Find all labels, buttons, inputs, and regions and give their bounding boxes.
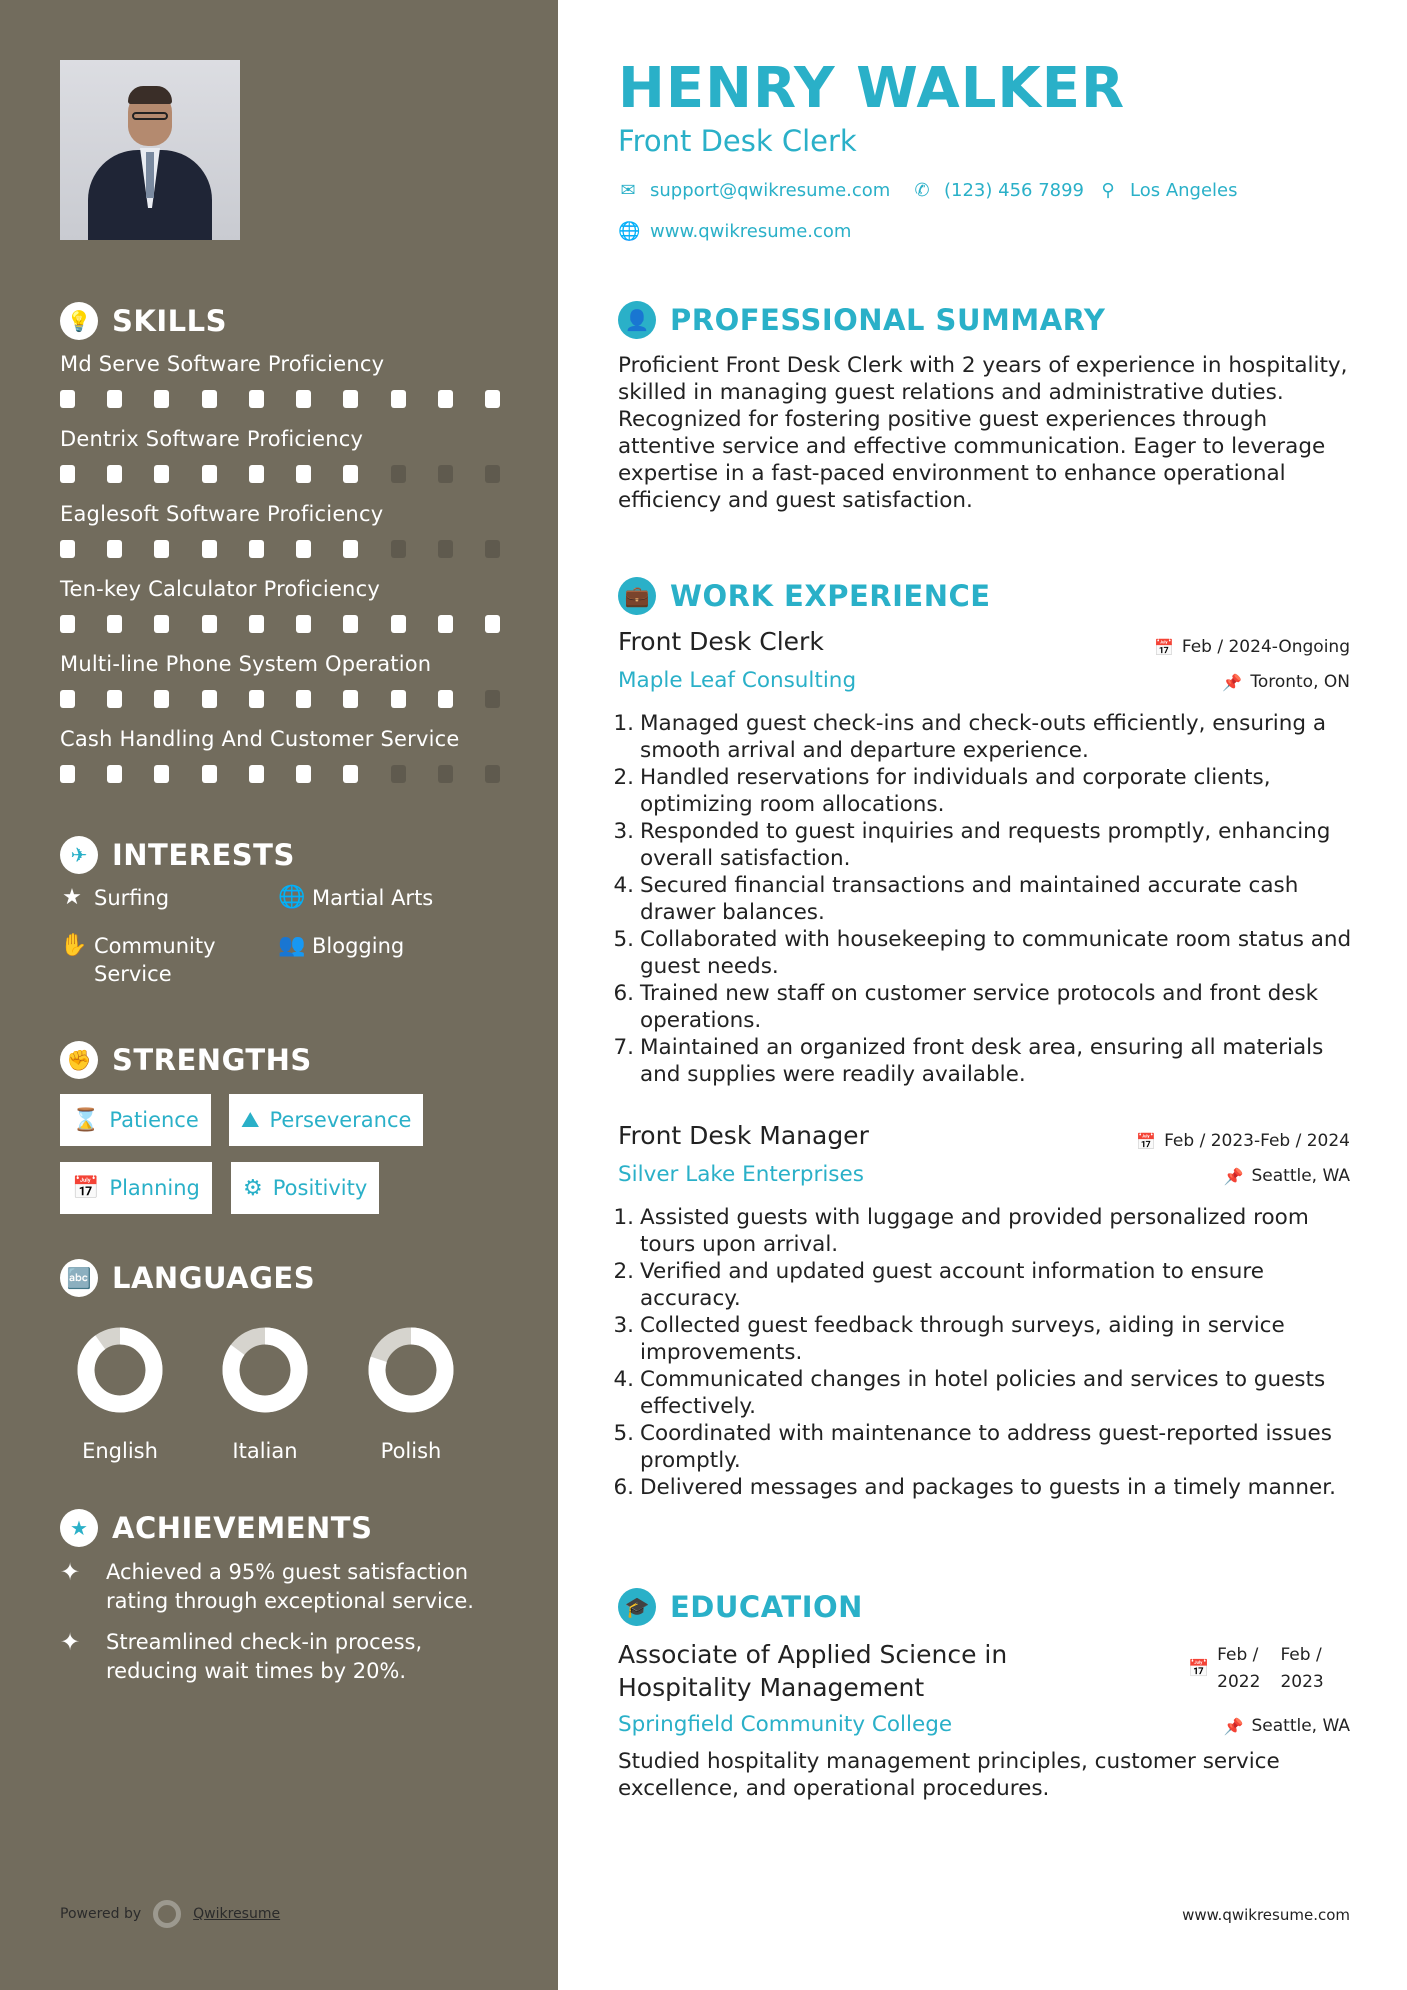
job-dates: 📅 Feb / 2023-Feb / 2024	[1136, 1131, 1350, 1151]
rating-dot	[249, 540, 264, 558]
rating-dot	[60, 465, 75, 483]
rating-dot	[60, 765, 75, 783]
footer-url[interactable]: www.qwikresume.com	[1182, 1906, 1350, 1924]
list-item	[613, 872, 1358, 926]
job-bullets	[613, 1204, 1358, 1501]
list-text: Handled reservations for individuals and corporate clients, optimizing room allocations.	[640, 765, 1271, 817]
job-dates: 📅 Feb / 2024-Ongoing	[1153, 637, 1350, 657]
star-icon: ★	[62, 885, 82, 910]
rating-dot	[154, 540, 169, 558]
list-number: 4.	[613, 873, 634, 898]
list-number: 2.	[613, 1259, 634, 1284]
rating-dot	[154, 615, 169, 633]
list-number: 6.	[613, 1475, 634, 1500]
users-icon: 👥	[278, 933, 306, 958]
list-text: Verified and updated guest account information to ensure accuracy.	[640, 1259, 1264, 1311]
pin-icon: 📌	[1223, 1166, 1244, 1186]
language-item	[351, 1327, 471, 1463]
list-item	[613, 1366, 1358, 1420]
skill-item	[60, 427, 510, 483]
list-text: Secured financial transactions and maintained accurate cash drawer balances.	[640, 873, 1299, 925]
language-item	[60, 1327, 180, 1463]
pin-icon: 📌	[1223, 1716, 1244, 1736]
list-item	[613, 926, 1358, 980]
rating-dot	[485, 615, 500, 633]
profile-photo	[60, 60, 240, 240]
rating-dot	[202, 540, 217, 558]
skill-rating	[60, 690, 500, 708]
rating-dot	[438, 765, 453, 783]
rating-dot	[249, 615, 264, 633]
list-number: 5.	[613, 927, 634, 952]
globe-icon: 🌐	[278, 885, 306, 910]
skill-item	[60, 727, 510, 783]
list-item	[613, 1258, 1358, 1312]
rating-dot	[107, 765, 122, 783]
rating-dot	[60, 615, 75, 633]
education-text: Studied hospitality management principles, customer service excellence, and operational procedures.	[618, 1749, 1280, 1801]
education-heading: 🎓 EDUCATION	[618, 1588, 863, 1626]
achievement-item: ✦ Achieved a 95% guest satisfaction rating through exceptional service.	[60, 1558, 510, 1616]
sidebar	[0, 0, 558, 1990]
rating-dot	[296, 390, 311, 408]
rating-dot	[107, 540, 122, 558]
rating-dot	[154, 765, 169, 783]
skill-name: Ten-key Calculator Proficiency	[60, 577, 380, 601]
rating-dot	[249, 390, 264, 408]
rating-dot	[202, 390, 217, 408]
list-text: Collaborated with housekeeping to communicate room status and guest needs.	[640, 927, 1352, 979]
strength-badge: ⛰ Perseverance	[229, 1094, 423, 1146]
education-location: 📌 Seattle, WA	[1223, 1716, 1350, 1736]
list-number: 7.	[613, 1035, 634, 1060]
fist-icon: ✊	[60, 1041, 98, 1079]
strengths-heading: ✊ STRENGTHS	[60, 1041, 312, 1079]
gear-icon: ⚙	[243, 1175, 263, 1201]
list-item	[613, 710, 1358, 764]
list-item	[613, 1474, 1358, 1501]
paper-plane-icon: ✈	[60, 836, 98, 874]
candidate-role: Front Desk Clerk	[618, 124, 857, 158]
brand-link[interactable]: Qwikresume	[193, 1906, 281, 1922]
website-contact[interactable]: 🌐 www.qwikresume.com	[618, 221, 852, 242]
rating-dot	[107, 390, 122, 408]
job-bullets	[613, 710, 1358, 1088]
strength-badge: ⌛ Patience	[60, 1094, 211, 1146]
hourglass-icon: ⌛	[72, 1107, 100, 1133]
list-number: 4.	[613, 1367, 634, 1392]
language-label: Italian	[232, 1439, 298, 1463]
skill-rating	[60, 390, 500, 408]
languages-heading: 🔤 LANGUAGES	[60, 1259, 315, 1297]
summary-heading: 👤 PROFESSIONAL SUMMARY	[618, 301, 1105, 339]
shooting-star-icon: ✦	[60, 1628, 81, 1656]
list-item	[613, 1312, 1358, 1366]
rating-dot	[296, 615, 311, 633]
rating-dot	[202, 765, 217, 783]
list-number: 6.	[613, 981, 634, 1006]
school-name: Springfield Community College	[618, 1712, 953, 1737]
list-number: 5.	[613, 1421, 634, 1446]
rating-dot	[343, 765, 358, 783]
skill-item	[60, 502, 510, 558]
list-item	[613, 980, 1358, 1034]
trophy-icon: ★	[60, 1509, 98, 1547]
rating-dot	[391, 540, 406, 558]
rating-dot	[485, 390, 500, 408]
rating-dot	[296, 540, 311, 558]
rating-dot	[438, 465, 453, 483]
rating-dot	[249, 465, 264, 483]
list-text: Coordinated with maintenance to address guest-reported issues promptly.	[640, 1421, 1332, 1473]
rating-dot	[249, 765, 264, 783]
list-item	[613, 764, 1358, 818]
rating-dot	[438, 390, 453, 408]
rating-dot	[296, 465, 311, 483]
skills-heading: 💡 SKILLS	[60, 302, 227, 340]
interest-item: ✋ Community Service	[60, 933, 216, 986]
candidate-name: HENRY WALKER	[618, 56, 1126, 121]
rating-dot	[438, 540, 453, 558]
rating-dot	[485, 765, 500, 783]
degree-title: Associate of Applied Science in Hospitality Management	[618, 1640, 1008, 1702]
list-number: 3.	[613, 1313, 634, 1338]
achievement-item: ✦ Streamlined check-in process, reducing wait times by 20%.	[60, 1628, 510, 1686]
rating-dot	[202, 615, 217, 633]
map-pin-icon: ⚲	[1101, 180, 1115, 201]
list-text: Managed guest check-ins and check-outs efficiently, ensuring a smooth arrival and departure experience.	[640, 711, 1327, 763]
list-text: Trained new staff on customer service protocols and front desk operations.	[640, 981, 1319, 1033]
list-text: Delivered messages and packages to guests in a timely manner.	[640, 1475, 1336, 1500]
rating-dot	[343, 540, 358, 558]
list-text: Maintained an organized front desk area, ensuring all materials and supplies were readily available.	[640, 1035, 1324, 1087]
strength-badge: 📅 Planning	[60, 1162, 212, 1214]
job-title: Front Desk Clerk	[618, 627, 824, 656]
phone-icon: ✆	[914, 180, 930, 201]
skill-name: Dentrix Software Proficiency	[60, 427, 364, 451]
main-content	[558, 0, 1407, 1990]
list-text: Collected guest feedback through surveys, aiding in service improvements.	[640, 1313, 1285, 1365]
list-item	[613, 1034, 1358, 1088]
interest-item: 👥 Blogging	[278, 933, 405, 958]
phone-contact[interactable]: ✆ (123) 456 7899	[912, 180, 1084, 201]
rating-dot	[343, 690, 358, 708]
globe-icon: 🌐	[618, 221, 641, 242]
skill-rating	[60, 765, 500, 783]
list-item	[613, 818, 1358, 872]
language-label: Polish	[380, 1439, 442, 1463]
rating-dot	[343, 390, 358, 408]
job-title: Front Desk Manager	[618, 1121, 869, 1150]
calendar-icon: 📅	[72, 1175, 100, 1201]
calendar-icon: 📅	[1188, 1659, 1210, 1679]
language-label: English	[82, 1439, 158, 1463]
interest-item: 🌐 Martial Arts	[278, 885, 434, 910]
list-number: 1.	[613, 1205, 634, 1230]
calendar-icon: 📅	[1153, 637, 1174, 657]
rating-dot	[154, 465, 169, 483]
rating-dot	[107, 690, 122, 708]
list-number: 2.	[613, 765, 634, 790]
achievements-heading: ★ ACHIEVEMENTS	[60, 1509, 372, 1547]
list-number: 3.	[613, 819, 634, 844]
email-contact[interactable]: ✉ support@qwikresume.com	[618, 180, 890, 201]
powered-by: Powered by Qwikresume	[60, 1900, 280, 1928]
rating-dot	[107, 465, 122, 483]
rating-dot	[202, 690, 217, 708]
rating-dot	[343, 615, 358, 633]
rating-dot	[391, 765, 406, 783]
list-number: 1.	[613, 711, 634, 736]
rating-dot	[485, 690, 500, 708]
calendar-icon: 📅	[1136, 1131, 1157, 1151]
rating-dot	[296, 690, 311, 708]
summary-text: Proficient Front Desk Clerk with 2 years of experience in hospitality, skilled in managing guest relations and administrative duties. Recognized for fostering positive guest experiences through attentive service and effective communication. Eager to leverage expertise in a fast-paced environment to enhance operational efficiency and guest satisfaction.	[618, 353, 1348, 513]
rating-dot	[107, 615, 122, 633]
skill-name: Eaglesoft Software Proficiency	[60, 502, 384, 526]
language-proficiency-ring	[77, 1327, 163, 1413]
rating-dot	[343, 465, 358, 483]
skill-item	[60, 652, 510, 708]
briefcase-icon: 💼	[618, 577, 656, 615]
language-icon: 🔤	[60, 1259, 98, 1297]
rating-dot	[485, 540, 500, 558]
shooting-star-icon: ✦	[60, 1558, 81, 1586]
rating-dot	[438, 615, 453, 633]
pin-icon: 📌	[1222, 672, 1243, 692]
ring-fill	[86, 1336, 154, 1404]
interest-item: ★ Surfing	[60, 884, 169, 912]
list-text: Assisted guests with luggage and provided personalized room tours upon arrival.	[640, 1205, 1309, 1257]
rating-dot	[296, 765, 311, 783]
skill-name: Multi-line Phone System Operation	[60, 652, 432, 676]
hand-icon: ✋	[60, 933, 88, 958]
job-location: 📌 Toronto, ON	[1222, 672, 1350, 692]
skill-rating	[60, 540, 500, 558]
rating-dot	[391, 390, 406, 408]
skill-rating	[60, 615, 500, 633]
skill-rating	[60, 465, 500, 483]
qwikresume-logo-icon	[153, 1900, 181, 1928]
rating-dot	[391, 465, 406, 483]
skill-name: Cash Handling And Customer Service	[60, 727, 460, 751]
rating-dot	[391, 615, 406, 633]
strength-badge: ⚙ Positivity	[231, 1162, 379, 1214]
rating-dot	[438, 690, 453, 708]
education-dates: 📅 Feb / 2022 Feb / 2023	[1188, 1645, 1324, 1692]
graduation-icon: 🎓	[618, 1588, 656, 1626]
rating-dot	[60, 390, 75, 408]
language-item	[205, 1327, 325, 1463]
road-icon: ⛰	[241, 1107, 260, 1133]
list-item	[613, 1420, 1358, 1474]
skill-name: Md Serve Software Proficiency	[60, 352, 385, 376]
company-name: Maple Leaf Consulting	[618, 668, 857, 693]
location-contact: ⚲ Los Angeles	[1098, 180, 1238, 201]
skill-item	[60, 352, 510, 408]
rating-dot	[202, 465, 217, 483]
envelope-icon: ✉	[620, 180, 636, 201]
rating-dot	[249, 690, 264, 708]
skill-item	[60, 577, 510, 633]
work-heading: 💼 WORK EXPERIENCE	[618, 577, 991, 615]
rating-dot	[154, 390, 169, 408]
rating-dot	[60, 690, 75, 708]
list-text: Communicated changes in hotel policies and services to guests effectively.	[640, 1367, 1326, 1419]
user-icon: 👤	[618, 301, 656, 339]
lightbulb-icon: 💡	[60, 302, 98, 340]
interests-heading: ✈ INTERESTS	[60, 836, 295, 874]
language-proficiency-ring	[368, 1327, 454, 1413]
rating-dot	[60, 540, 75, 558]
rating-dot	[485, 465, 500, 483]
rating-dot	[154, 690, 169, 708]
list-text: Responded to guest inquiries and requests promptly, enhancing overall satisfaction.	[640, 819, 1331, 871]
rating-dot	[391, 690, 406, 708]
language-proficiency-ring	[222, 1327, 308, 1413]
list-item	[613, 1204, 1358, 1258]
job-location: 📌 Seattle, WA	[1223, 1166, 1350, 1186]
company-name: Silver Lake Enterprises	[618, 1162, 864, 1187]
